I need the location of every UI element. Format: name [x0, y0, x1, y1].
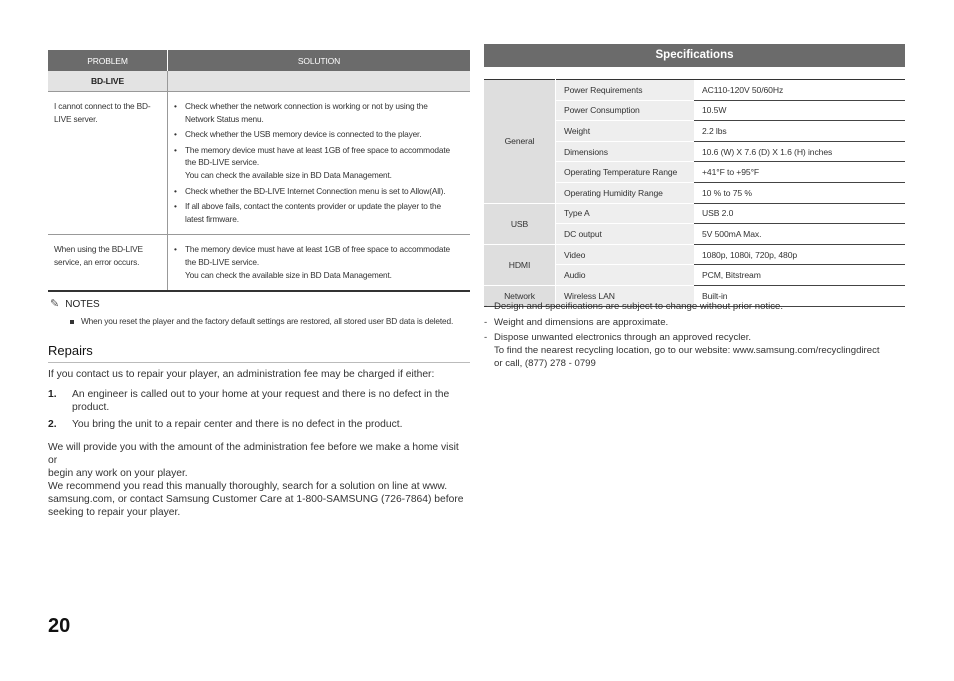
repairs-paragraph — [48, 441, 470, 519]
spec-item: DC output — [556, 224, 695, 245]
spec-value: Built-in — [694, 285, 905, 306]
paragraph-line: samsung.com, or contact Samsung Customer Care at 1-800-SAMSUNG (726-7864) before — [48, 494, 464, 505]
spec-item: Type A — [556, 203, 695, 224]
spec-value: 5V 500mA Max. — [694, 224, 905, 245]
repairs-heading: Repairs — [48, 343, 93, 358]
solution-cell — [168, 92, 471, 235]
problem-text: service, an error occurs. — [54, 256, 140, 267]
spec-item: Audio — [556, 265, 695, 286]
note-text: When you reset the player and the factory default settings are restored, all stored user BD data is deleted. — [81, 316, 454, 326]
paragraph-line: We will provide you with the amount of the administration fee before we make a home visit or — [48, 442, 459, 466]
solution-header: SOLUTION — [168, 50, 471, 71]
spec-row — [484, 203, 905, 224]
spec-item: Power Consumption — [556, 100, 695, 121]
solution-item — [174, 144, 464, 182]
problem-text: I cannot connect to the BD- — [54, 101, 151, 111]
page-number: 20 — [48, 615, 71, 637]
spec-group-label: HDMI — [484, 244, 556, 285]
problem-cell — [48, 235, 168, 291]
solution-text: the BD-LIVE service. — [185, 256, 260, 267]
spec-row — [484, 80, 905, 101]
dash-bullet: - — [484, 317, 488, 328]
spec-item: Power Requirements — [556, 80, 695, 101]
solution-list — [174, 100, 464, 225]
repairs-intro: If you contact us to repair your player, an administration fee may be charged if either: — [48, 369, 435, 380]
solution-list — [174, 243, 464, 281]
solution-text: • Check whether the USB memory device is connected to the player. — [185, 129, 422, 140]
spec-item: Operating Temperature Range — [556, 162, 695, 183]
solution-text: the BD-LIVE service. — [185, 157, 260, 168]
solution-text: latest firmware. — [185, 213, 239, 224]
dash-bullet: - — [484, 332, 488, 343]
spec-group-label: General — [484, 80, 556, 204]
disclaimer-item — [484, 331, 905, 370]
item-text: An engineer is called out to your home at your request and there is no defect in the — [72, 389, 450, 400]
disclaimer-item — [484, 316, 905, 329]
item-text: product. — [72, 402, 110, 413]
category-label: BD-LIVE — [48, 71, 168, 92]
spec-group-label: Network — [484, 285, 556, 306]
spec-item: Dimensions — [556, 141, 695, 162]
solution-text: • Check whether the network connection is working or not by using the — [185, 101, 428, 111]
solution-cell — [168, 235, 471, 291]
pencil-icon: ✎ — [50, 298, 60, 310]
notes-heading — [50, 297, 100, 310]
spec-value: +41°F to +95°F — [694, 162, 905, 183]
solution-item — [174, 200, 464, 225]
problem-header: PROBLEM — [48, 50, 168, 71]
problem-text: When using the BD-LIVE — [54, 244, 143, 255]
spec-item: Weight — [556, 121, 695, 142]
spec-item: Operating Humidity Range — [556, 182, 695, 203]
spec-value: 2.2 lbs — [694, 121, 905, 142]
disclaimer-text: Dispose unwanted electronics through an approved recycler. — [494, 332, 752, 343]
paragraph-line: seeking to repair your player. — [48, 507, 181, 518]
dash-bullet: - — [484, 301, 488, 312]
table-row — [48, 92, 470, 235]
item-number: 2. — [48, 419, 57, 430]
spec-value: PCM, Bitstream — [694, 265, 905, 286]
solution-text: • Check whether the BD-LIVE Internet Connection menu is set to Allow(All). — [185, 185, 446, 196]
note-item — [70, 316, 453, 326]
disclaimer-text: Weight and dimensions are approximate. — [494, 317, 669, 328]
spec-value: 10.6 (W) X 7.6 (D) X 1.6 (H) inches — [694, 141, 905, 162]
paragraph-line: We recommend you read this manually thoroughly, search for a solution on line at www. — [48, 481, 448, 492]
spec-value: 10 % to 75 % — [694, 182, 905, 203]
solution-text: You can check the available size in BD Data Management. — [185, 269, 392, 280]
solution-item — [174, 243, 464, 281]
spec-value: 10.5W — [694, 100, 905, 121]
problem-cell — [48, 92, 168, 235]
section-divider — [48, 362, 470, 363]
problem-text: LIVE server. — [54, 113, 98, 124]
paragraph-line: begin any work on your player. — [48, 468, 188, 479]
spec-item: Video — [556, 244, 695, 265]
disclaimer-item — [484, 300, 905, 313]
item-text: You bring the unit to a repair center and there is no defect in the product. — [72, 419, 403, 430]
troubleshooting-table — [48, 50, 470, 292]
disclaimer-text: Design and specifications are subject to change without prior notice. — [494, 301, 784, 312]
notes-title: NOTES — [65, 299, 100, 310]
table-row — [48, 235, 470, 291]
solution-text: • The memory device must have at least 1GB of free space to accommodate — [185, 144, 450, 155]
item-number: 1. — [48, 389, 57, 400]
spec-item: Wireless LAN — [556, 285, 695, 306]
numbered-item — [48, 418, 470, 431]
solution-text: • The memory device must have at least 1GB of free space to accommodate — [185, 244, 450, 255]
solution-item — [174, 100, 464, 125]
solution-text: • If all above fails, contact the contents provider or update the player to the — [185, 201, 441, 212]
spec-value: 1080p, 1080i, 720p, 480p — [694, 244, 905, 265]
numbered-item — [48, 388, 470, 414]
spec-row — [484, 244, 905, 265]
solution-text: You can check the available size in BD Data Management. — [185, 169, 392, 180]
category-row — [48, 71, 470, 92]
specifications-table — [484, 79, 905, 307]
square-bullet-icon — [70, 320, 74, 324]
disclaimer-text: To find the nearest recycling location, go to our website: www.samsung.com/recyclingdirect — [494, 345, 880, 356]
solution-item — [174, 185, 464, 198]
solution-item — [174, 128, 464, 141]
solution-text: Network Status menu. — [185, 113, 264, 124]
disclaimer-text: or call, (877) 278 - 0799 — [494, 358, 596, 369]
spec-group-label: USB — [484, 203, 556, 244]
spec-value: USB 2.0 — [694, 203, 905, 224]
specifications-title: Specifications — [484, 44, 905, 67]
spec-value: AC110-120V 50/60Hz — [694, 80, 905, 101]
